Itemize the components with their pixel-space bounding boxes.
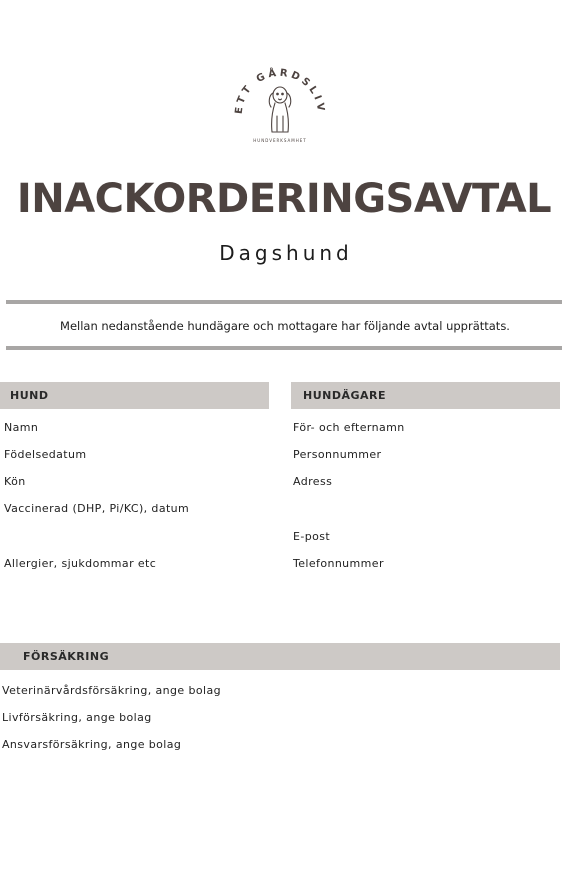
field-adress: Adress bbox=[293, 475, 333, 488]
section-forsakring-title: FÖRSÄKRING bbox=[23, 650, 110, 663]
field-allergier: Allergier, sjukdommar etc bbox=[4, 557, 157, 570]
logo bbox=[232, 62, 328, 148]
field-personnummer: Personnummer bbox=[293, 448, 382, 461]
divider-bottom bbox=[6, 346, 562, 350]
section-hundagare-title: HUNDÄGARE bbox=[303, 389, 387, 402]
field-veterinarvardsforsakring: Veterinärvårdsförsäkring, ange bolag bbox=[2, 684, 221, 697]
intro-text: Mellan nedanstående hundägare och mottagare har följande avtal upprättats. bbox=[60, 319, 510, 333]
field-fodelsedatum: Födelsedatum bbox=[4, 448, 87, 461]
field-epost: E-post bbox=[293, 530, 331, 543]
logo-sub-text: HUNDVERKSAMHET bbox=[253, 138, 307, 143]
section-hundagare-header bbox=[291, 382, 560, 409]
field-for-och-efternamn: För- och efternamn bbox=[293, 421, 405, 434]
field-kon: Kön bbox=[4, 475, 26, 488]
field-telefonnummer: Telefonnummer bbox=[293, 557, 384, 570]
field-namn: Namn bbox=[4, 421, 39, 434]
divider-top bbox=[6, 300, 562, 304]
page-title: INACKORDERINGSAVTAL bbox=[16, 176, 552, 222]
field-ansvarsforsakring: Ansvarsförsäkring, ange bolag bbox=[2, 738, 182, 751]
section-hund-header bbox=[0, 382, 269, 409]
dog-icon bbox=[269, 87, 290, 132]
page-subtitle: Dagshund bbox=[219, 241, 353, 265]
logo-arc-text: ETT GÅRDSLIV bbox=[233, 67, 327, 115]
section-forsakring-header bbox=[0, 643, 560, 670]
field-vaccinerad: Vaccinerad (DHP, Pi/KC), datum bbox=[4, 502, 190, 515]
field-livforsakring: Livförsäkring, ange bolag bbox=[2, 711, 152, 724]
section-hund-title: HUND bbox=[10, 389, 49, 402]
